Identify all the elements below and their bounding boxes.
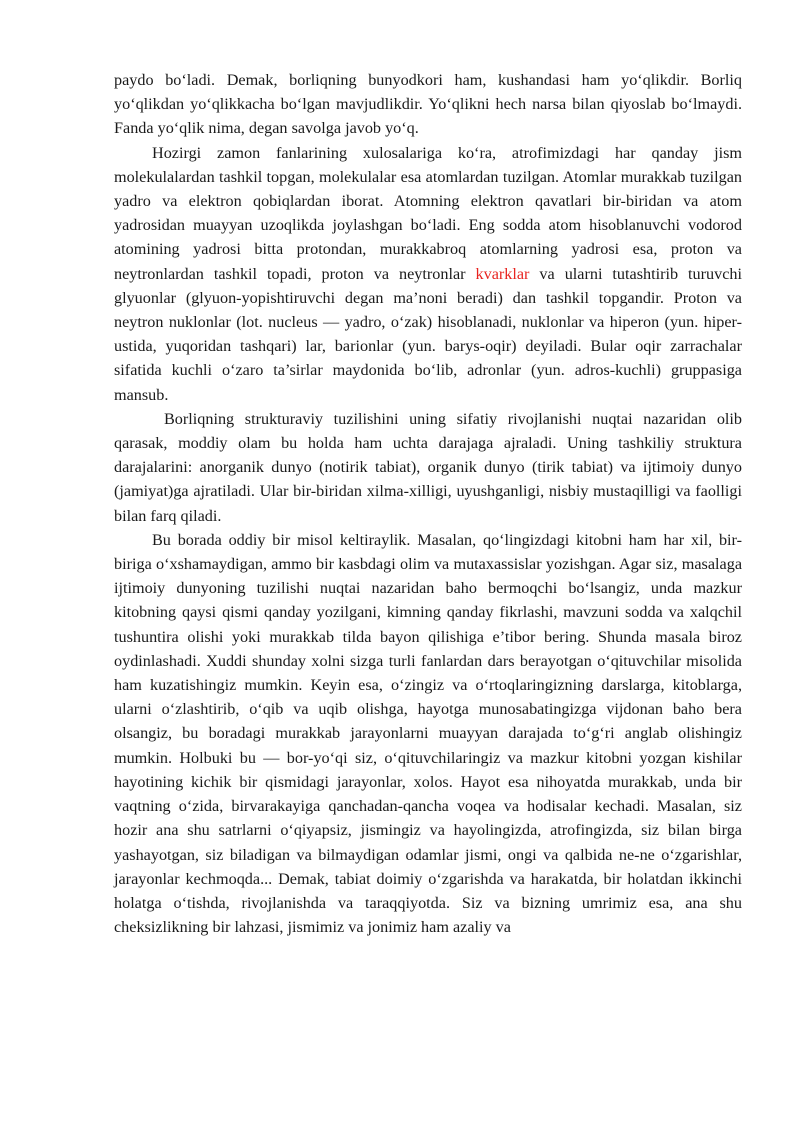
paragraph-2-text-after: va ularni tutashtirib turuvchi glyuonlar (glyuon-yopishtiruvchi degan ma’noni beradi) dan tashkil topgandir. Proton va neytron nuklonlar (lot. nucleus — yadro, o‘zak) hisoblanadi, nuklonlar va hiperon (yun. hiper-ustida, yuqoridan tashqari) lar, barionlar (yun. barys-oqir) deyiladi. Bular oqir zarrachalar sifatida kuchli o‘zaro ta’sirlar maydonida bo‘lib, adronlar (yun. adros-kuchli) gruppasiga mansub. [114,264,742,404]
document-page [114,68,742,939]
paragraph-4: Bu borada oddiy bir misol keltiraylik. Masalan, qo‘lingizdagi kitobni ham har xil, bir-biriga o‘xshamaydigan, ammo bir kasbdagi olim va mutaxassislar yozishgan. Agar siz, masalaga ijtimoiy dunyoning tuzilishi nuqtai nazaridan baho bermoqchi bo‘lsangiz, unda mazkur kitobning qaysi qismi qanday yozilgani, kimning qanday fikrlashi, mavzuni sodda va xalqchil tushuntira olishi yoki murakkab tilda bayon qilishiga e’tibor bering. Shunda masala biroz oydinlashadi. Xuddi shunday xolni sizga turli fanlardan dars berayotgan o‘qituvchilar misolida ham kuzatishingiz mumkin. Keyin esa, o‘zingiz va o‘rtoqlaringizning darslarga, kitoblarga, ularni o‘zlashtirib, o‘qib va uqib olishga, hayotga munosabatingizga vijdonan baho bera olsangiz, bu boradagi murakkab jarayonlarni muayyan darajada to‘g‘ri anglab olishingiz mumkin. Holbuki bu — bor-yo‘qi siz, o‘qituvchilaringiz va mazkur kitobni yozgan kishilar hayotining kichik bir qismidagi jarayonlar, xolos. Hayot esa nihoyatda murakkab, unda bir vaqtning o‘zida, birvarakayiga qanchadan-qancha voqea va hodisalar kechadi. Masalan, siz hozir ana shu satrlarni o‘qiyapsiz, jismingiz va hayolingizda, atrofingizda, siz bilan birga yashayotgan, siz biladigan va bilmaydigan odamlar jismi, ongi va qalbida ne-ne o‘zgarishlar, jarayonlar kechmoqda... Demak, tabiat doimiy o‘zgarishda va harakatda, bir holatdan ikkinchi holatga o‘tishda, rivojlanishda va taraqqiyotda. Siz va bizning umrimiz esa, ana shu cheksizlikning bir lahzasi, jismimiz va jonimiz ham azaliy va [114,530,742,937]
paragraph-2-text-before: Hozirgi zamon fanlarining xulosalariga ko‘ra, atrofimizdagi har qanday jism molekulalardan tashkil topgan, molekulalar esa atomlardan tuzilgan. Atomlar murakkab tuzilgan yadro va elektron qobiqlardan iborat. Atomning elektron qavatlari bir-biridan va atom yadrosidan muayyan uzoqlikda joylashgan bo‘ladi. Eng sodda atom hisoblanuvchi vodorod atomining yadrosi bitta protondan, murakkabroq atomlarning yadrosi esa, proton va neytronlardan tashkil topadi, proton va neytronlar [114,143,742,283]
highlighted-term: kvarklar [475,264,530,283]
paragraph-2 [114,141,742,407]
paragraph-1: paydo bo‘ladi. Demak, borliqning bunyodkori ham, kushandasi ham yo‘qlikdir. Borliq yo‘qlikdan yo‘qlikkacha bo‘lgan mavjudlikdir. Yo‘qlikni hech narsa bilan qiyoslab bo‘lmaydi. Fanda yo‘qlik nima, degan savolga javob yo‘q. [114,71,742,138]
paragraph-3: Borliqning strukturaviy tuzilishini uning sifatiy rivojlanishi nuqtai nazaridan olib qarasak, moddiy olam bu holda ham uchta darajaga ajraladi. Uning tashkiliy struktura darajalarini: anorganik dunyo (notirik tabiat), organik dunyo (tirik tabiat) va ijtimoiy dunyo (jamiyat)ga ajratiladi. Ular bir-biridan xilma-xilligi, uyushganligi, nisbiy mustaqilligi va faolligi bilan farq qiladi. [114,409,742,525]
